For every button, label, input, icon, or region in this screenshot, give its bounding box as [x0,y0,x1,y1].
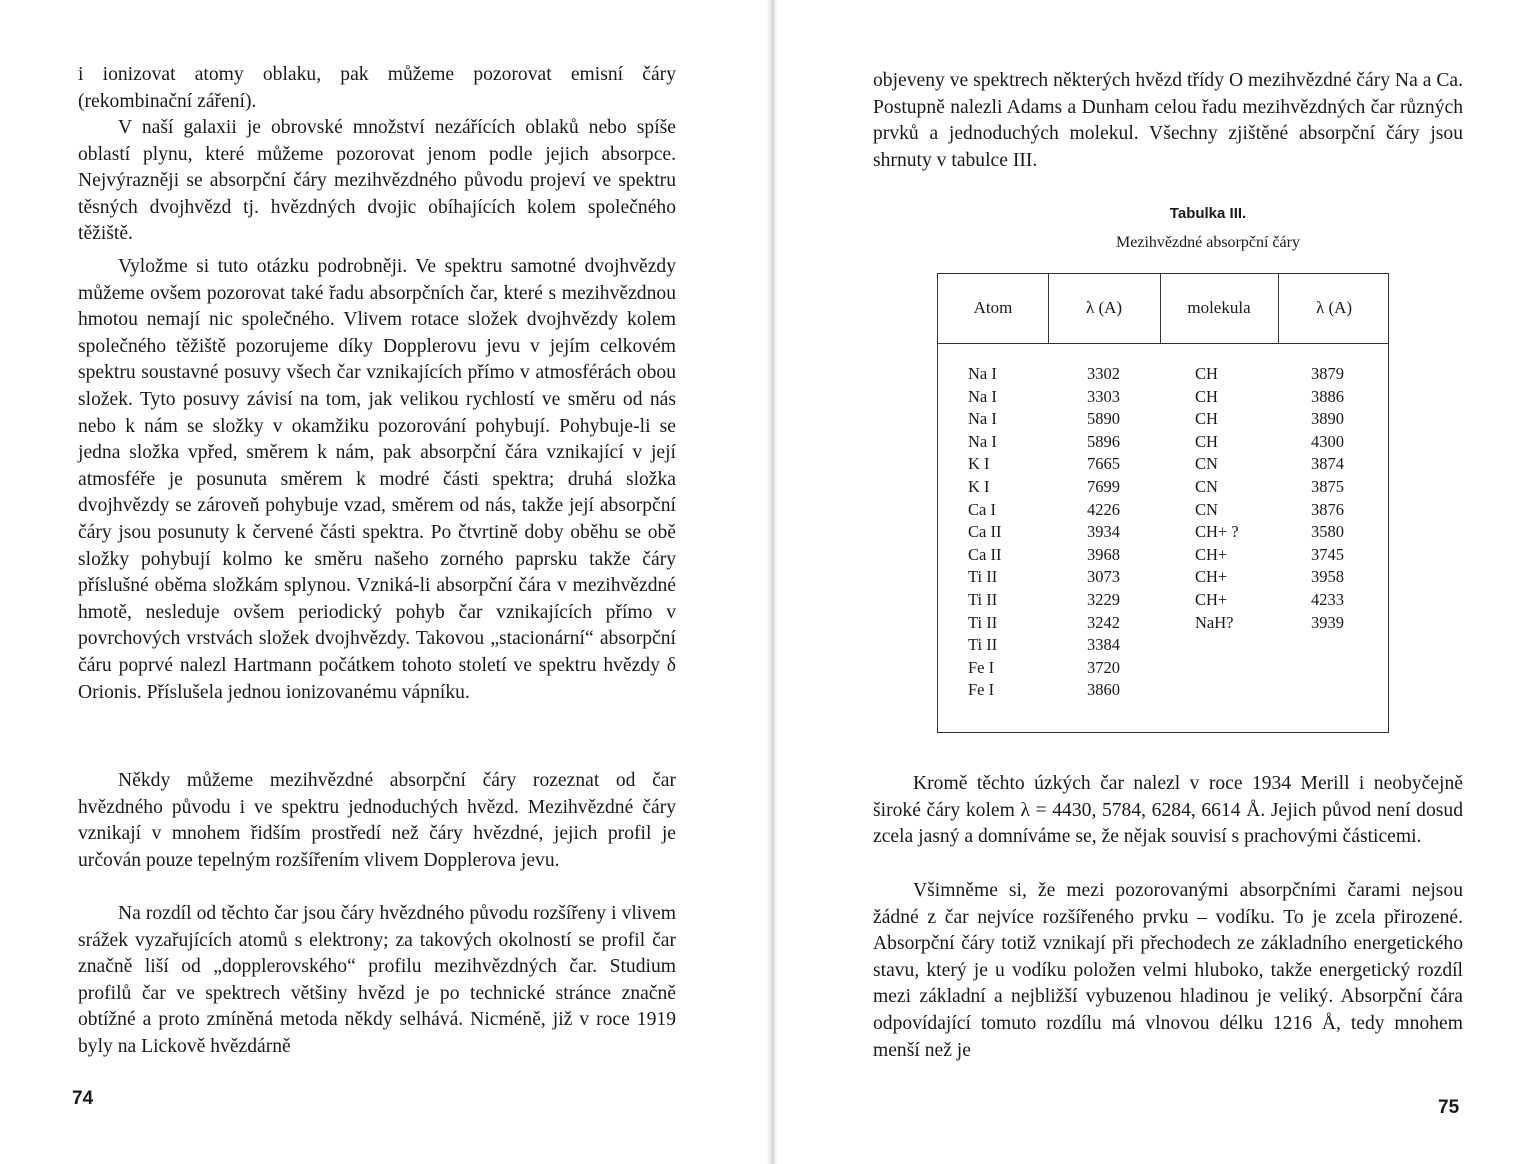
header-atom: Atom [973,298,1013,317]
header-atom-wavelength: λ (A) [1085,298,1123,317]
header-molecule: molekula [1187,298,1251,317]
table-cell-molecule-wavelength: 3939 [1311,612,1344,632]
table-cell-molecule-wavelength: 3958 [1311,567,1344,587]
paragraph-broad-lines: Kromě těchto úzkých čar nalezl v roce 1934 Merill i neobyčejně široké čáry kolem λ = 4430, 5784, 6284, 6614 Å. Jejich původ není dosud zcela jasný a domníváme se, že nějak souvisí s prachovými částicemi. [873,773,1463,848]
table-cell-molecule-wavelength: 3874 [1311,454,1344,474]
absorption-lines-table [937,273,1389,733]
table-cell-molecule: CN [1195,454,1218,474]
table-cell-atom-wavelength: 3968 [1087,544,1120,564]
table-cell-molecule-wavelength: 3745 [1311,544,1344,564]
table-cell-atom-wavelength: 3073 [1087,567,1120,587]
right-page [778,0,1524,1164]
table-cell-molecule: CH+ ? [1195,522,1239,542]
column-molecule-wavelengths [1311,363,1344,634]
table-subtitle: Mezihvězdné absorpční čáry [1116,234,1300,251]
table-cell-atom: Ca I [968,499,996,519]
page-number-left: 74 [72,1088,94,1109]
table-cell-molecule: CH [1195,409,1218,429]
table-cell-molecule-wavelength: 3580 [1311,522,1344,542]
table-cell-atom: K I [968,476,990,496]
table-cell-atom: Ca II [968,544,1002,564]
header-molecule-wavelength: λ (A) [1315,298,1353,317]
table-cell-atom: Ti II [968,635,998,655]
column-atom-wavelengths [1087,363,1120,702]
table-cell-atom-wavelength: 4226 [1087,499,1120,519]
table-cell-atom-wavelength: 7699 [1087,476,1120,496]
table-cell-atom-wavelength: 7665 [1087,454,1120,474]
table-cell-atom-wavelength: 3934 [1087,522,1120,542]
paragraph-continuation: i ionizovat atomy oblaku, pak můžeme pozorovat emisní čáry (rekombinační záření). [78,64,676,112]
table-cell-molecule: CH+ [1195,567,1228,587]
table-cell-molecule: CH+ [1195,544,1228,564]
page-number-right: 75 [1438,1097,1460,1118]
book-gutter [766,0,778,1164]
table-cell-molecule-wavelength: 3890 [1311,409,1344,429]
table-cell-atom: Fe I [968,657,995,677]
table-cell-atom-wavelength: 5890 [1087,409,1120,429]
table-cell-molecule: CN [1195,476,1218,496]
table-header-row [938,274,1388,344]
table-cell-molecule-wavelength: 4300 [1311,431,1344,451]
table-cell-molecule: NaH? [1195,612,1234,632]
table-cell-atom-wavelength: 3384 [1087,635,1120,655]
paragraph-single-stars: Někdy můžeme mezihvězdné absorpční čáry rozeznat od čar hvězdného původu i ve spektru jednoduchých hvězd. Mezihvězdné čáry vznikají v mnohem řidším prostředí než čáry hvězdné, jejich profil je určován pouze tepelným rozšířením vlivem Dopplerova jevu. [78,770,676,871]
table-cell-atom: Fe I [968,680,995,700]
table-cell-molecule: CH [1195,364,1218,383]
table-cell-atom: Na I [968,409,997,429]
paragraph-binary-stars: Vyložme si tuto otázku podrobněji. Ve spektru samotné dvojhvězdy můžeme ovšem pozorovat také řadu absorpčních čar, které s mezihvězdnou hmotou nemají nic společného. Vlivem rotace složek dvojhvězdy kolem společného těžiště pozorujeme díky Dopplerovu jevu v jejím celkovém spektru soustavné posuvy všech čar vznikajících přímo v atmosférách obou složek. Tyto posuvy závisí na tom, jak velikou rychlostí ve směru od nás nebo k nám se složky v okamžiku pozorování pohybují. Pohybuje-li se jedna složka vpřed, směrem k nám, pak absorpční čára vznikající v její atmosféře je posunuta směrem k modré části spektra; druhá složka dvojhvězdy se zároveň pohybuje vzad, směrem od nás, takže její absorpční čáry jsou posunuty k červené části spektra. Po čtvrtině doby oběhu se obě složky pohybují kolmo ke směru našeho zorného paprsku takže čáry příslušné oběma složkám splynou. Vzniká-li absorpční čára v mezihvězdné hmotě, nesleduje ovšem periodický pohyb čar vznikajících přímo v povrchových vrstvách složek dvojhvězdy. Takovou „stacionární“ absorpční čáru poprvé nalezl Hartmann počátkem tohoto století ve spektru hvězdy δ Orionis. Příslušela jednou ionizovanému vápníku. [78,256,676,703]
table-cell-molecule: CN [1195,499,1218,519]
table-cell-atom-wavelength: 3303 [1087,386,1120,406]
table-cell-atom: Na I [968,431,997,451]
table-cell-molecule-wavelength: 3886 [1311,386,1344,406]
table-cell-atom: Ca II [968,522,1002,542]
table-title: Tabulka III. [1169,205,1247,222]
table-cell-molecule: CH [1195,431,1218,451]
table-cell-molecule-wavelength: 3879 [1311,364,1344,383]
column-molecules [1195,363,1239,634]
table-cell-atom: Na I [968,386,997,406]
paragraph-line-profiles: Na rozdíl od těchto čar jsou čáry hvězdného původu rozšířeny i vlivem srážek vyzařujících atomů s elektrony; za takových okolností se profil čar značně liší od „dopplerovského“ profilu mezihvězdných čar. Studium profilů čar ve spektrech většiny hvězd je po technické stránce značně obtížné a proto zmíněná metoda někdy selhává. Nicméně, již v roce 1919 byly na Lickově hvězdárně [78,903,676,1057]
table-cell-molecule-wavelength: 3876 [1311,499,1344,519]
table-cell-molecule-wavelength: 3875 [1311,476,1344,496]
table-cell-molecule: CH+ [1195,589,1228,609]
table-cell-atom-wavelength: 3242 [1087,612,1120,632]
table-cell-atom-wavelength: 3229 [1087,589,1120,609]
table-cell-molecule-wavelength: 4233 [1311,589,1344,609]
table-cell-atom: Ti II [968,589,998,609]
table-cell-atom: Na I [968,364,997,383]
paragraph-continuation-right: objeveny ve spektrech některých hvězd třídy O mezihvězdné čáry Na a Ca. Postupně nalezli Adams a Dunham celou řadu mezihvězdných čar různých prvků a jednoduchých molekul. Všechny zjištěné absorpční čáry jsou shrnuty v tabulce III. [873,70,1463,171]
paragraph-hydrogen: Všimněme si, že mezi pozorovanými absorpčními čarami nejsou žádné z čar nejvíce rozšířeného prvku – vodíku. To je zcela přirozené. Absorpční čáry totiž vznikají při přechodech ze základního energetického stavu, který je u vodíku položen velmi hluboko, takže energetický rozdíl mezi základní a nejbližší vybuzenou hladinou je veliký. Absorpční čára odpovídající tomuto rozdílu má vlnovou délku 1216 Å, tedy mnohem menší než je [873,880,1463,1061]
table-cell-atom-wavelength: 3302 [1087,364,1120,383]
table-cell-molecule: CH [1195,386,1218,406]
table-cell-atom-wavelength: 3720 [1087,657,1120,677]
table-cell-atom: K I [968,454,990,474]
table-cell-atom-wavelength: 5896 [1087,431,1120,451]
table-cell-atom: Ti II [968,567,998,587]
column-atoms [968,363,1001,702]
paragraph-galaxy-clouds: V naší galaxii je obrovské množství nezářících oblaků nebo spíše oblastí plynu, které můžeme pozorovat jenom podle jejich absorpce. Nejvýrazněji se absorpční čáry mezihvězdného původu projeví ve spektru těsných dvojhvězd tj. hvězdných dvojic obíhajících kolem společného těžiště. [78,117,676,245]
table-cell-atom-wavelength: 3860 [1087,680,1120,700]
table-cell-atom: Ti II [968,612,998,632]
